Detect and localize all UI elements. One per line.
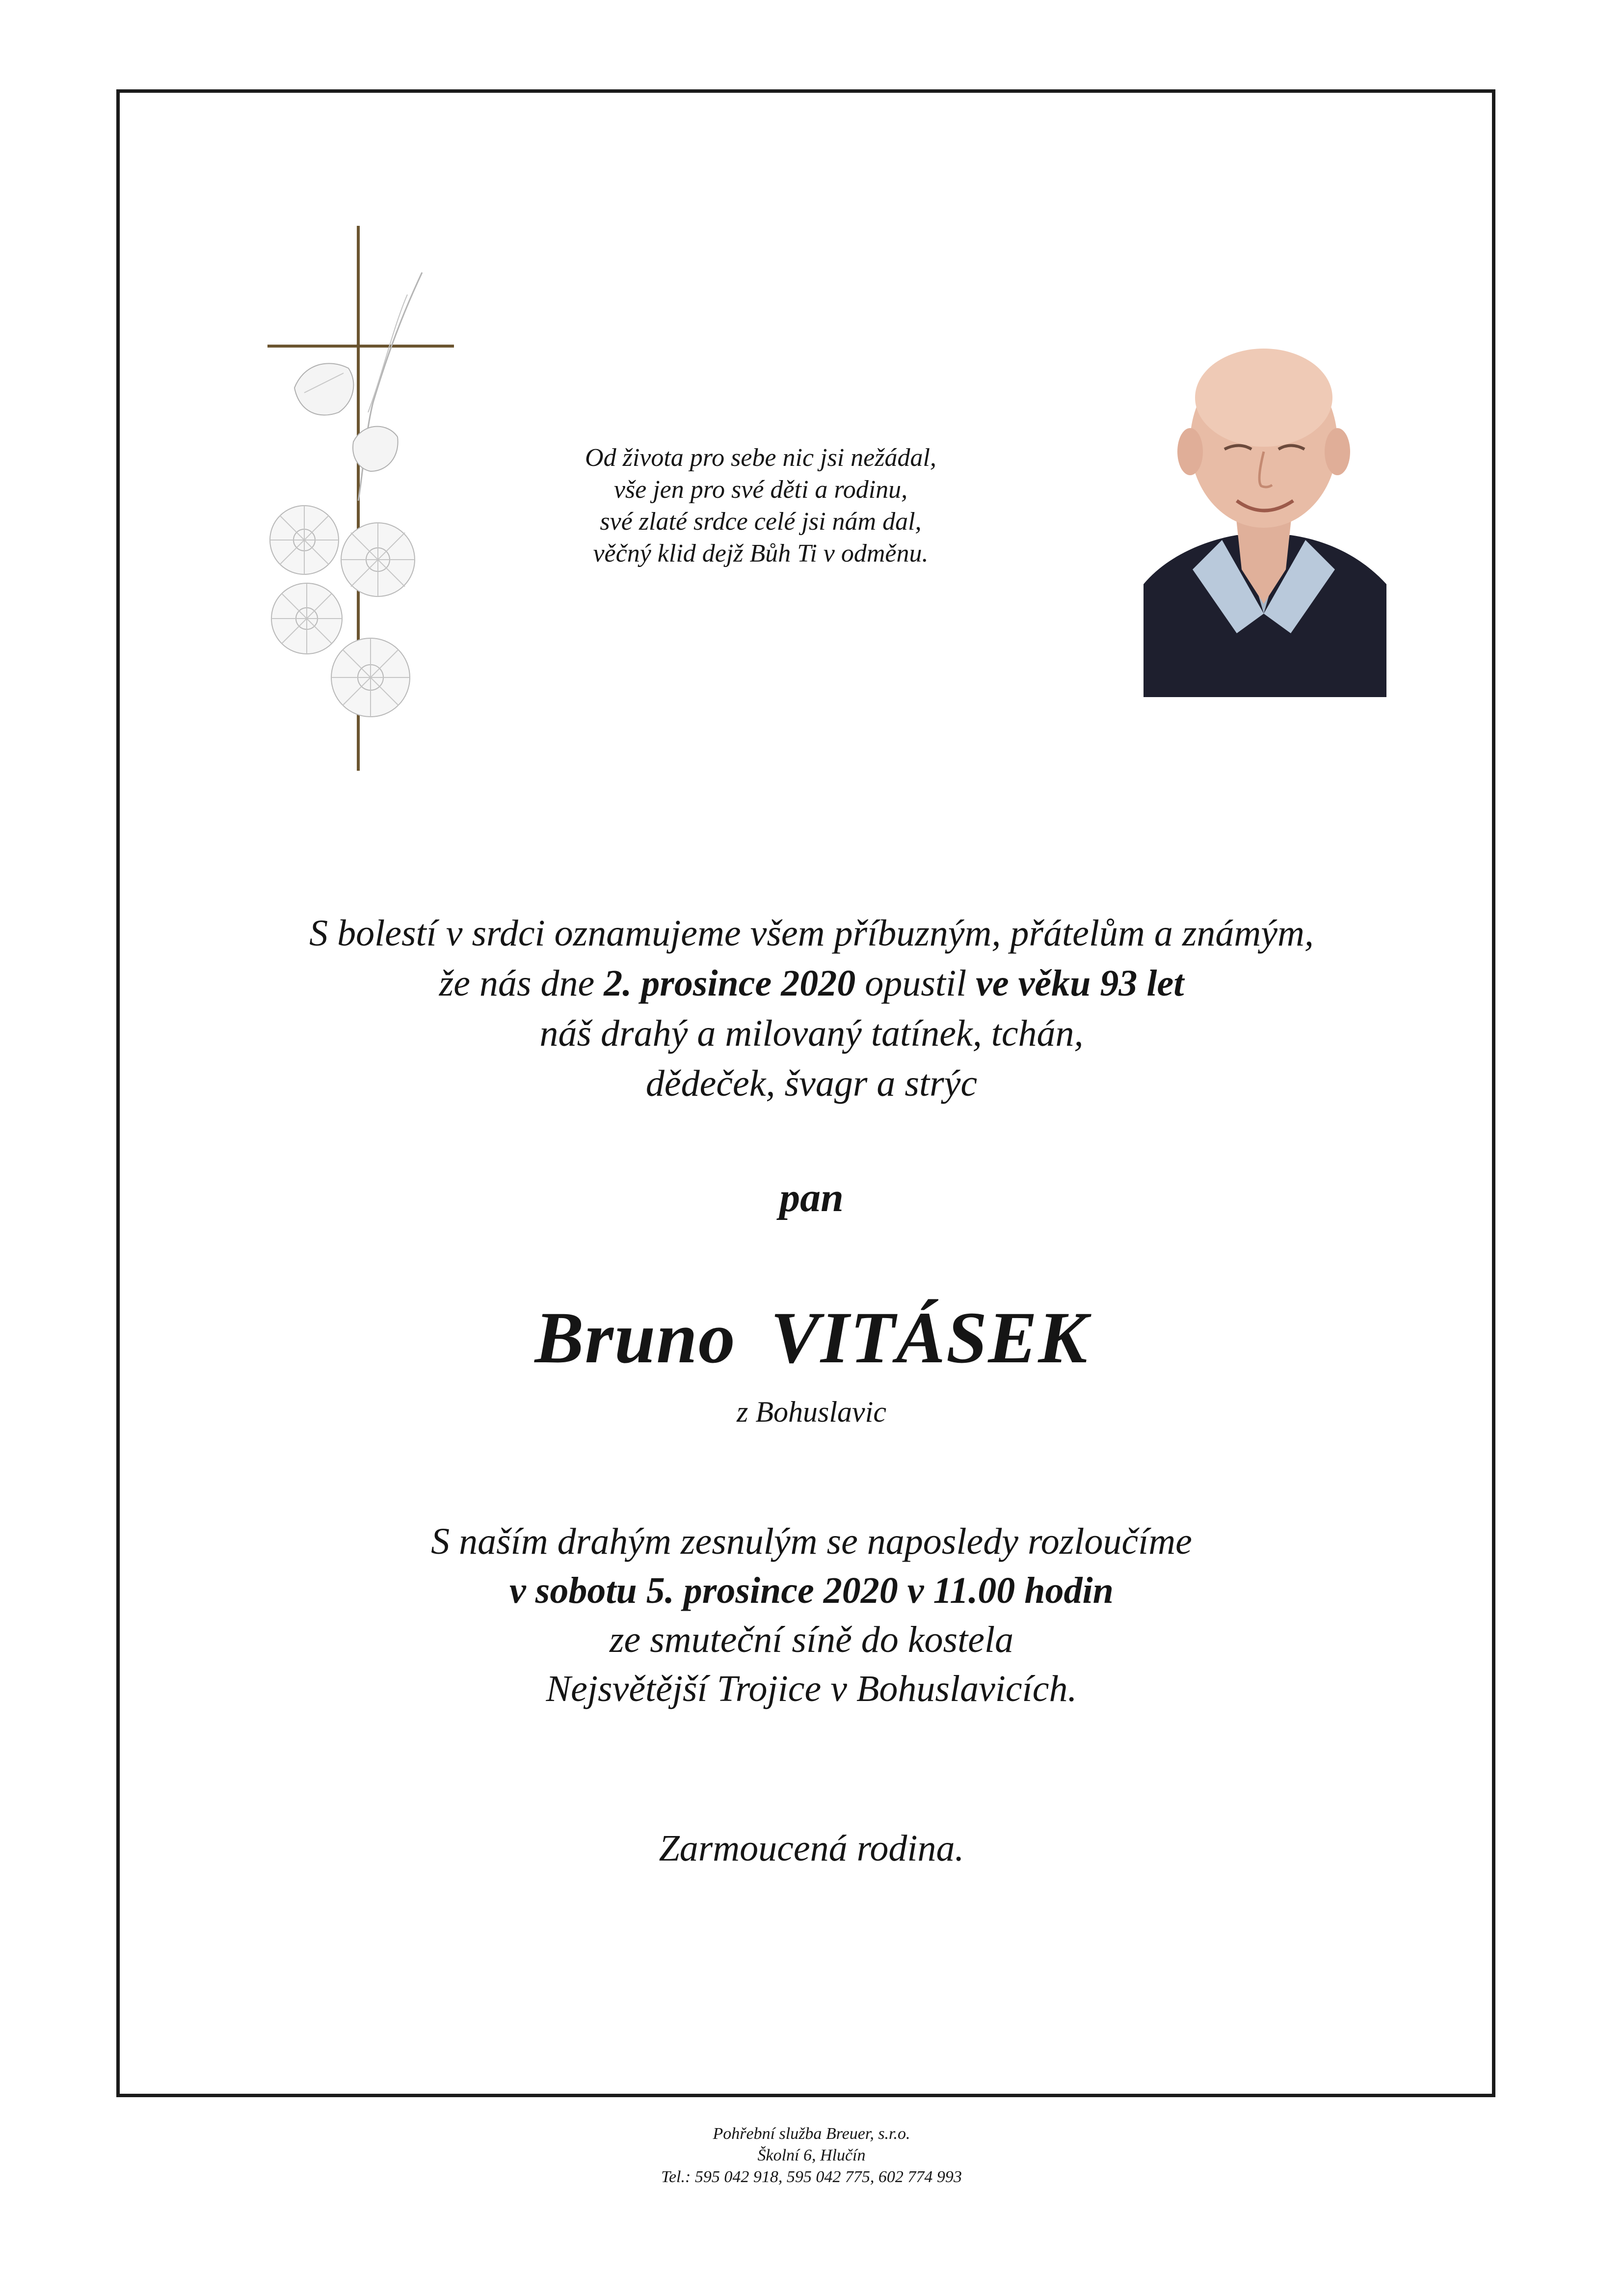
announcement-line: náš drahý a milovaný tatínek, tchán, — [539, 1013, 1084, 1054]
verse-line: své zlaté srdce celé jsi nám dal, — [600, 508, 922, 536]
announcement-text: že nás dne — [439, 963, 604, 1004]
farewell-line: Nejsvětější Trojice v Bohuslavicích. — [546, 1668, 1077, 1709]
honorific: pan — [779, 1175, 844, 1220]
verse-line: věčný klid dejž Bůh Ti v odměnu. — [593, 540, 929, 567]
announcement-line: S bolestí v srdci oznamujeme všem příbuzným, přátelům a známým, — [309, 913, 1314, 954]
farewell-info — [0, 1517, 1623, 1713]
verse-line: vše jen pro své děti a rodinu, — [613, 476, 908, 504]
portrait-photo — [1139, 339, 1389, 697]
announcement-line — [0, 958, 1623, 1008]
deceased-origin: z Bohuslavic — [737, 1396, 886, 1428]
announcement — [0, 908, 1623, 1108]
first-name: Bruno — [534, 1297, 736, 1378]
funeral-service-footer — [0, 2123, 1623, 2188]
company-phone: Tel.: 595 042 918, 595 042 775, 602 774 993 — [661, 2168, 962, 2186]
death-date: 2. prosince 2020 — [604, 963, 856, 1004]
cross-with-flowers-icon — [260, 226, 466, 776]
deceased-name — [0, 1296, 1623, 1379]
signature: Zarmoucená rodina. — [659, 1828, 964, 1869]
farewell-line: S naším drahým zesnulým se naposledy rozloučíme — [431, 1521, 1192, 1562]
announcement-line: dědeček, švagr a strýc — [645, 1063, 978, 1104]
farewell-line: ze smuteční síně do kostela — [609, 1619, 1014, 1660]
company-name: Pohřební služba Breuer, s.r.o. — [713, 2125, 910, 2143]
announcement-text: opustil — [855, 963, 976, 1004]
memorial-verse — [515, 442, 1006, 569]
verse-line: Od života pro sebe nic jsi nežádal, — [585, 444, 936, 472]
company-address: Školní 6, Hlučín — [757, 2146, 866, 2164]
farewell-date: v sobotu 5. prosince 2020 v 11.00 hodin — [509, 1570, 1114, 1611]
age: ve věku 93 let — [976, 963, 1184, 1004]
last-name: VITÁSEK — [770, 1297, 1089, 1378]
